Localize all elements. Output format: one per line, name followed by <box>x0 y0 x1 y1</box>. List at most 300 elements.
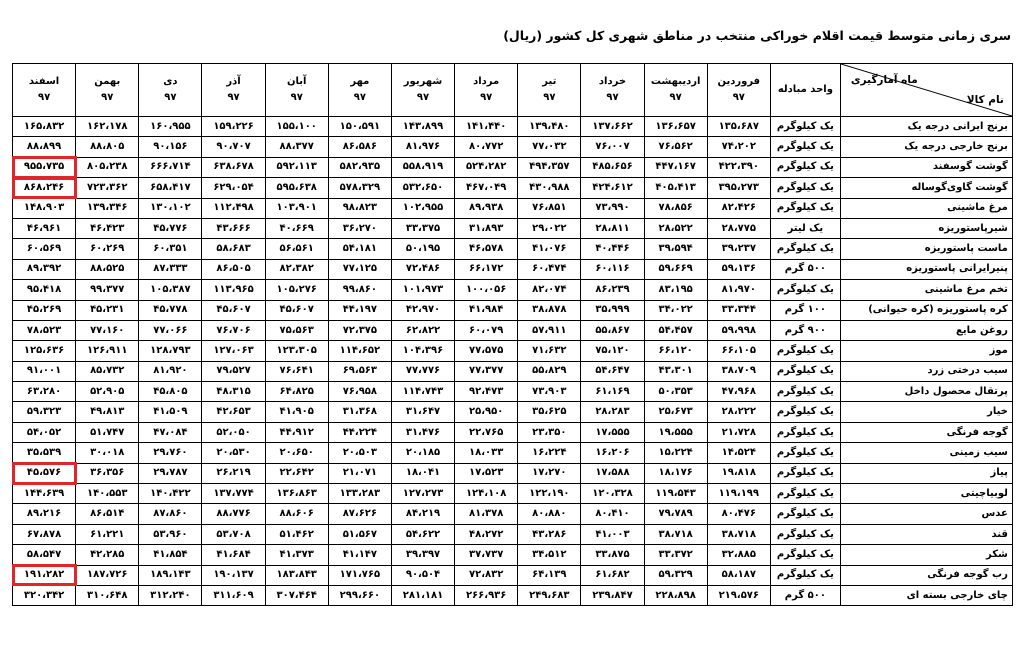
price-cell: ۴۱،۰۷۶ <box>518 239 581 259</box>
price-cell: ۹۸،۸۲۳ <box>328 198 391 218</box>
price-cell: ۹۰،۵۰۴ <box>391 565 454 585</box>
price-cell: ۶۰،۴۷۴ <box>518 259 581 279</box>
price-cell: ۵۲،۹۰۵ <box>76 382 139 402</box>
price-cell: ۸۱،۹۷۰ <box>707 280 770 300</box>
item-unit: یک کیلوگرم <box>770 422 840 442</box>
price-cell: ۳۳،۳۴۴ <box>707 300 770 320</box>
month-name: اردیبهشت <box>650 76 701 87</box>
month-year: ۹۷ <box>732 92 745 103</box>
price-cell: ۸۷،۳۳۳ <box>139 259 202 279</box>
price-cell: ۳۹،۳۹۷ <box>391 545 454 565</box>
price-cell: ۲۰،۱۸۵ <box>391 443 454 463</box>
item-name: پیاز <box>840 463 1012 483</box>
price-cell: ۵۴،۰۵۲ <box>13 422 76 442</box>
price-cell: ۴۷،۹۶۸ <box>707 382 770 402</box>
item-name: پرتقال محصول داخل <box>840 382 1012 402</box>
price-cell: ۷۷،۱۶۰ <box>76 320 139 340</box>
price-cell: ۳۴،۵۱۲ <box>518 545 581 565</box>
month-year: ۹۷ <box>101 92 114 103</box>
price-cell: ۶۰،۰۷۹ <box>455 320 518 340</box>
price-cell: ۱۸،۰۴۱ <box>391 463 454 483</box>
item-name: مرغ ماشینی <box>840 198 1012 218</box>
price-cell: ۷۶،۰۰۷ <box>581 137 644 157</box>
price-cell: ۲۶،۲۱۹ <box>202 463 265 483</box>
price-cell: ۸۰،۷۷۲ <box>455 137 518 157</box>
price-cell: ۱۷،۵۵۵ <box>581 422 644 442</box>
price-cell: ۵۹،۶۶۹ <box>644 259 707 279</box>
table-title: سری زمانی متوسط قیمت اقلام خوراکی منتخب در مناطق شهری کل کشور (ریال) <box>503 28 1011 43</box>
price-cell: ۲۸،۷۷۵ <box>707 218 770 238</box>
item-unit: یک کیلوگرم <box>770 443 840 463</box>
price-cell: ۵۵،۸۶۷ <box>581 320 644 340</box>
price-cell: ۱۶،۲۰۶ <box>581 443 644 463</box>
price-cell: ۷۶،۵۶۲ <box>644 137 707 157</box>
month-header <box>13 64 76 117</box>
item-name: شیرپاستوریزه <box>840 218 1012 238</box>
price-cell: ۷۷،۱۲۵ <box>328 259 391 279</box>
price-cell: ۸۱،۹۷۶ <box>391 137 454 157</box>
table-row <box>13 218 1013 238</box>
table-row <box>13 157 1013 177</box>
item-name: خیار <box>840 402 1012 422</box>
price-cell: ۳۵،۵۳۹ <box>13 443 76 463</box>
price-cell: ۳۱،۳۶۸ <box>328 402 391 422</box>
highlighted-price-cell: ۹۵۵،۷۳۵ <box>13 157 76 177</box>
item-unit: ۱۰۰ گرم <box>770 300 840 320</box>
price-cell: ۵۷۸،۳۲۹ <box>328 178 391 198</box>
price-cell: ۶۶،۱۰۵ <box>707 341 770 361</box>
table-row <box>13 280 1013 300</box>
price-cell: ۵۸۲،۹۳۵ <box>328 157 391 177</box>
month-header <box>644 64 707 117</box>
item-unit: یک کیلوگرم <box>770 524 840 544</box>
price-cell: ۷۶،۹۵۸ <box>328 382 391 402</box>
price-cell: ۲۰،۵۰۳ <box>328 443 391 463</box>
price-table <box>12 63 1013 606</box>
price-cell: ۱۳۹،۳۴۶ <box>76 198 139 218</box>
item-unit: یک کیلوگرم <box>770 463 840 483</box>
price-cell: ۱۵۹،۲۲۶ <box>202 117 265 137</box>
price-cell: ۲۸،۲۸۳ <box>581 402 644 422</box>
month-name: مرداد <box>473 76 500 87</box>
price-cell: ۴۰،۶۶۹ <box>265 218 328 238</box>
price-cell: ۴۶،۴۲۳ <box>76 218 139 238</box>
price-cell: ۸۶،۲۳۹ <box>581 280 644 300</box>
item-unit: ۹۰۰ گرم <box>770 320 840 340</box>
table-row <box>13 422 1013 442</box>
price-cell: ۱۴۱،۴۴۰ <box>455 117 518 137</box>
price-cell: ۴۵،۲۳۱ <box>76 300 139 320</box>
price-cell: ۲۰،۵۳۰ <box>202 443 265 463</box>
price-cell: ۵۴،۶۴۷ <box>581 361 644 381</box>
price-cell: ۲۵،۹۵۰ <box>455 402 518 422</box>
price-cell: ۸۲،۴۲۶ <box>707 198 770 218</box>
price-cell: ۶۲،۸۲۲ <box>391 320 454 340</box>
price-cell: ۱۰۱،۹۷۳ <box>391 280 454 300</box>
price-cell: ۴۲،۲۸۵ <box>76 545 139 565</box>
price-cell: ۷۳،۹۹۰ <box>581 198 644 218</box>
highlighted-price-cell: ۴۵،۵۷۶ <box>13 463 76 483</box>
price-cell: ۴۲،۹۷۰ <box>391 300 454 320</box>
price-cell: ۴۴۷،۱۶۷ <box>644 157 707 177</box>
highlighted-price-cell: ۱۹۱،۲۸۲ <box>13 565 76 585</box>
month-name: اسفند <box>28 76 60 87</box>
price-cell: ۱۳۶،۶۵۷ <box>644 117 707 137</box>
price-cell: ۵۳۲،۶۵۰ <box>391 178 454 198</box>
price-cell: ۶۹،۵۶۳ <box>328 361 391 381</box>
month-year: ۹۷ <box>543 92 556 103</box>
price-cell: ۴۷،۰۸۴ <box>139 422 202 442</box>
price-cell: ۱۴۴،۶۳۹ <box>13 484 76 504</box>
month-year: ۹۷ <box>480 92 493 103</box>
item-name: شکر <box>840 545 1012 565</box>
price-cell: ۷۵،۱۲۰ <box>581 341 644 361</box>
price-cell: ۵۰،۱۹۵ <box>391 239 454 259</box>
price-cell: ۸۸،۸۰۵ <box>76 137 139 157</box>
price-cell: ۵۲،۰۵۰ <box>202 422 265 442</box>
table-row <box>13 341 1013 361</box>
price-cell: ۳۸،۷۰۹ <box>707 361 770 381</box>
price-cell: ۲۶۶،۹۳۶ <box>455 585 518 605</box>
item-name: گوجه فرنگی <box>840 422 1012 442</box>
price-cell: ۸۷،۸۶۰ <box>139 504 202 524</box>
price-cell: ۳۶،۳۵۶ <box>76 463 139 483</box>
price-cell: ۳۱۰،۶۴۸ <box>76 585 139 605</box>
price-cell: ۱۲۲،۱۹۰ <box>518 484 581 504</box>
price-cell: ۸۵،۷۳۲ <box>76 361 139 381</box>
price-cell: ۳۰،۰۱۸ <box>76 443 139 463</box>
price-cell: ۱۳۹،۴۸۰ <box>518 117 581 137</box>
table-row <box>13 361 1013 381</box>
price-cell: ۲۸۱،۱۸۱ <box>391 585 454 605</box>
item-unit: یک کیلوگرم <box>770 178 840 198</box>
price-cell: ۱۲۴،۱۰۸ <box>455 484 518 504</box>
price-cell: ۶۰،۲۶۹ <box>76 239 139 259</box>
price-cell: ۸۶،۵۸۶ <box>328 137 391 157</box>
price-cell: ۱۲۳،۳۰۵ <box>265 341 328 361</box>
price-cell: ۲۹،۷۶۰ <box>139 443 202 463</box>
price-cell: ۸۰۵،۲۳۸ <box>76 157 139 177</box>
price-cell: ۴۸،۳۱۵ <box>202 382 265 402</box>
price-cell: ۳۴،۰۲۲ <box>644 300 707 320</box>
price-cell: ۱۶۲،۱۷۸ <box>76 117 139 137</box>
price-cell: ۱۸۹،۱۴۳ <box>139 565 202 585</box>
item-name: برنج خارجی درجه یک <box>840 137 1012 157</box>
item-name: گوشت گاوی‌گوساله <box>840 178 1012 198</box>
item-name: موز <box>840 341 1012 361</box>
price-cell: ۱۱۹،۵۴۳ <box>644 484 707 504</box>
header-row <box>13 64 1013 117</box>
price-cell: ۹۰،۷۰۷ <box>202 137 265 157</box>
month-name: شهریور <box>403 76 443 87</box>
price-cell: ۲۲۸،۸۹۸ <box>644 585 707 605</box>
item-name: چای خارجی بسته ای <box>840 585 1012 605</box>
month-name: مهر <box>350 76 370 87</box>
item-unit: ۵۰۰ گرم <box>770 259 840 279</box>
month-year: ۹۷ <box>227 92 240 103</box>
item-unit: یک کیلوگرم <box>770 280 840 300</box>
table-row <box>13 198 1013 218</box>
item-name: برنج ایرانی درجه یک <box>840 117 1012 137</box>
month-year: ۹۷ <box>353 92 366 103</box>
price-cell: ۶۰،۵۶۹ <box>13 239 76 259</box>
price-cell: ۱۰۵،۲۷۶ <box>265 280 328 300</box>
price-cell: ۸۸،۸۹۹ <box>13 137 76 157</box>
price-cell: ۶۰،۱۱۶ <box>581 259 644 279</box>
highlighted-price-cell: ۸۶۸،۲۴۶ <box>13 178 76 198</box>
price-cell: ۸۹،۲۱۶ <box>13 504 76 524</box>
price-cell: ۱۱۴،۶۵۲ <box>328 341 391 361</box>
table-row <box>13 320 1013 340</box>
price-cell: ۳۷،۷۳۷ <box>455 545 518 565</box>
price-cell: ۵۲۴،۲۸۲ <box>455 157 518 177</box>
price-cell: ۴۱،۱۴۷ <box>328 545 391 565</box>
table-row <box>13 117 1013 137</box>
price-cell: ۷۴،۲۰۲ <box>707 137 770 157</box>
unit-header: واحد مبادله <box>770 64 840 117</box>
price-cell: ۱۲۶،۹۱۱ <box>76 341 139 361</box>
price-cell: ۴۶،۹۶۱ <box>13 218 76 238</box>
price-cell: ۱۱۲،۴۹۸ <box>202 198 265 218</box>
price-cell: ۴۴،۲۲۴ <box>328 422 391 442</box>
price-cell: ۴۵،۶۰۷ <box>202 300 265 320</box>
price-cell: ۷۲،۴۸۶ <box>391 259 454 279</box>
price-cell: ۱۸۷،۷۲۶ <box>76 565 139 585</box>
item-name: لوبیاچیتی <box>840 484 1012 504</box>
price-cell: ۵۴،۱۸۱ <box>328 239 391 259</box>
price-cell: ۶۳۸،۶۷۸ <box>202 157 265 177</box>
price-cell: ۵۴،۶۲۲ <box>391 524 454 544</box>
price-cell: ۱۳۰،۱۰۲ <box>139 198 202 218</box>
price-cell: ۱۴،۵۲۴ <box>707 443 770 463</box>
price-cell: ۵۵،۸۲۹ <box>518 361 581 381</box>
price-cell: ۹۰،۱۵۶ <box>139 137 202 157</box>
price-cell: ۵۴،۴۵۷ <box>644 320 707 340</box>
table-row <box>13 178 1013 198</box>
price-cell: ۲۲،۶۴۲ <box>265 463 328 483</box>
table-row <box>13 565 1013 585</box>
price-cell: ۵۳،۹۶۰ <box>139 524 202 544</box>
price-cell: ۱۶۰،۹۵۵ <box>139 117 202 137</box>
price-cell: ۴۲،۶۵۳ <box>202 402 265 422</box>
month-header <box>707 64 770 117</box>
price-cell: ۳۸،۷۱۸ <box>707 524 770 544</box>
price-cell: ۸۸،۳۷۷ <box>265 137 328 157</box>
item-unit: یک کیلوگرم <box>770 239 840 259</box>
price-cell: ۴۳،۳۰۱ <box>644 361 707 381</box>
month-name: آذر <box>226 76 241 87</box>
price-cell: ۷۵،۵۶۳ <box>265 320 328 340</box>
table-row <box>13 259 1013 279</box>
month-header <box>581 64 644 117</box>
price-cell: ۸۱،۹۲۰ <box>139 361 202 381</box>
item-name: عدس <box>840 504 1012 524</box>
price-cell: ۵۶،۵۶۱ <box>265 239 328 259</box>
price-cell: ۷۸،۸۵۶ <box>644 198 707 218</box>
item-name: رب گوجه فرنگی <box>840 565 1012 585</box>
month-header <box>202 64 265 117</box>
price-cell: ۴۳،۲۸۶ <box>518 524 581 544</box>
table-row <box>13 463 1013 483</box>
price-cell: ۷۹،۵۲۷ <box>202 361 265 381</box>
price-cell: ۵۹۲،۱۱۳ <box>265 157 328 177</box>
month-header <box>76 64 139 117</box>
price-cell: ۱۸،۰۳۳ <box>455 443 518 463</box>
price-cell: ۱۲۷،۰۶۳ <box>202 341 265 361</box>
table-row <box>13 382 1013 402</box>
month-header <box>391 64 454 117</box>
price-cell: ۳۱،۶۴۷ <box>391 402 454 422</box>
price-cell: ۲۹۹،۶۶۰ <box>328 585 391 605</box>
price-cell: ۱۳۷،۷۷۴ <box>202 484 265 504</box>
table-row <box>13 239 1013 259</box>
price-cell: ۵۹،۳۲۹ <box>644 565 707 585</box>
price-cell: ۶۵۸،۴۱۷ <box>139 178 202 198</box>
price-cell: ۱۴۳،۸۹۹ <box>391 117 454 137</box>
item-unit: یک کیلوگرم <box>770 504 840 524</box>
price-cell: ۱۰۵،۳۸۷ <box>139 280 202 300</box>
price-cell: ۵۱،۴۶۲ <box>265 524 328 544</box>
price-cell: ۱۲۰،۳۲۸ <box>581 484 644 504</box>
price-cell: ۴۶،۵۷۸ <box>455 239 518 259</box>
price-cell: ۱۲۷،۲۷۳ <box>391 484 454 504</box>
price-cell: ۶۱،۶۸۲ <box>581 565 644 585</box>
price-cell: ۸۶،۵۱۴ <box>76 504 139 524</box>
price-cell: ۴۱،۹۸۴ <box>455 300 518 320</box>
price-cell: ۴۴،۹۱۲ <box>265 422 328 442</box>
price-cell: ۷۲۳،۳۶۲ <box>76 178 139 198</box>
price-cell: ۹۵،۴۱۸ <box>13 280 76 300</box>
price-cell: ۴۵،۲۶۹ <box>13 300 76 320</box>
price-cell: ۴۲۴،۶۱۲ <box>581 178 644 198</box>
item-unit: یک کیلوگرم <box>770 157 840 177</box>
price-cell: ۲۱۹،۵۷۶ <box>707 585 770 605</box>
price-cell: ۴۵،۶۰۷ <box>265 300 328 320</box>
price-cell: ۱۹،۵۵۵ <box>644 422 707 442</box>
month-header <box>265 64 328 117</box>
price-cell: ۴۰،۴۴۶ <box>581 239 644 259</box>
item-name: گوشت گوسفند <box>840 157 1012 177</box>
price-cell: ۱۶،۲۲۴ <box>518 443 581 463</box>
price-cell: ۱۰۰،۰۵۶ <box>455 280 518 300</box>
item-unit: یک کیلوگرم <box>770 198 840 218</box>
price-cell: ۸۶،۵۰۵ <box>202 259 265 279</box>
item-unit: یک کیلوگرم <box>770 545 840 565</box>
corner-header <box>840 64 1012 117</box>
price-cell: ۴۹۴،۳۵۷ <box>518 157 581 177</box>
price-cell: ۴۸،۲۷۲ <box>455 524 518 544</box>
price-cell: ۱۷،۵۸۸ <box>581 463 644 483</box>
price-cell: ۱۳۷،۶۶۲ <box>581 117 644 137</box>
price-cell: ۳۳،۳۷۵ <box>391 218 454 238</box>
price-cell: ۳۲،۸۸۵ <box>707 545 770 565</box>
price-cell: ۳۶،۲۷۰ <box>328 218 391 238</box>
price-cell: ۶۶،۱۷۲ <box>455 259 518 279</box>
price-cell: ۳۱۲،۲۴۰ <box>139 585 202 605</box>
price-cell: ۴۵،۸۰۵ <box>139 382 202 402</box>
price-cell: ۲۵،۶۷۳ <box>644 402 707 422</box>
price-cell: ۸۸،۶۰۶ <box>265 504 328 524</box>
price-cell: ۷۷،۳۷۷ <box>455 361 518 381</box>
month-name: تیر <box>542 76 557 87</box>
price-cell: ۵۸،۶۸۳ <box>202 239 265 259</box>
month-name: دی <box>163 76 178 87</box>
price-cell: ۱۳۳،۲۸۳ <box>328 484 391 504</box>
price-cell: ۳۸،۸۷۸ <box>518 300 581 320</box>
price-cell: ۳۵،۶۲۵ <box>518 402 581 422</box>
price-cell: ۱۰۳،۹۰۱ <box>265 198 328 218</box>
price-cell: ۴۵،۷۷۸ <box>139 300 202 320</box>
price-cell: ۷۹،۷۸۹ <box>644 504 707 524</box>
price-cell: ۱۹،۸۱۸ <box>707 463 770 483</box>
price-cell: ۵۹۵،۶۳۸ <box>265 178 328 198</box>
price-cell: ۲۳،۳۵۰ <box>518 422 581 442</box>
price-cell: ۵۸،۱۸۷ <box>707 565 770 585</box>
month-name: بهمن <box>94 76 121 87</box>
item-unit: ۵۰۰ گرم <box>770 585 840 605</box>
price-cell: ۷۷،۷۷۶ <box>391 361 454 381</box>
month-header <box>455 64 518 117</box>
table-row <box>13 300 1013 320</box>
price-cell: ۲۴۹،۶۸۳ <box>518 585 581 605</box>
price-cell: ۷۱،۶۳۲ <box>518 341 581 361</box>
table-row <box>13 137 1013 157</box>
price-cell: ۴۶۷،۰۴۹ <box>455 178 518 198</box>
price-cell: ۶۲۹،۰۵۴ <box>202 178 265 198</box>
price-cell: ۱۵۰،۵۹۱ <box>328 117 391 137</box>
price-cell: ۱۵،۲۲۴ <box>644 443 707 463</box>
table-row <box>13 402 1013 422</box>
month-name: آبان <box>286 76 307 87</box>
price-cell: ۴۳۰،۹۸۸ <box>518 178 581 198</box>
price-cell: ۳۳،۳۷۲ <box>644 545 707 565</box>
price-cell: ۵۵۸،۹۱۹ <box>391 157 454 177</box>
price-cell: ۷۷،۵۷۵ <box>455 341 518 361</box>
item-unit: یک لیتر <box>770 218 840 238</box>
table-body <box>13 117 1013 606</box>
month-year: ۹۷ <box>606 92 619 103</box>
price-cell: ۶۱،۲۲۱ <box>76 524 139 544</box>
price-cell: ۴۲۲،۳۹۰ <box>707 157 770 177</box>
item-unit: یک کیلوگرم <box>770 117 840 137</box>
price-cell: ۷۶،۷۰۶ <box>202 320 265 340</box>
table-row <box>13 545 1013 565</box>
price-cell: ۸۷،۶۲۶ <box>328 504 391 524</box>
price-cell: ۸۴،۲۱۹ <box>391 504 454 524</box>
price-cell: ۱۵۵،۱۰۰ <box>265 117 328 137</box>
price-cell: ۳۹،۵۹۴ <box>644 239 707 259</box>
month-year: ۹۷ <box>416 92 430 103</box>
price-cell: ۸۲،۳۸۲ <box>265 259 328 279</box>
month-name: فروردین <box>717 76 761 87</box>
price-cell: ۵۹،۱۳۶ <box>707 259 770 279</box>
price-cell: ۶۶۶،۷۱۴ <box>139 157 202 177</box>
item-unit: یک کیلوگرم <box>770 565 840 585</box>
price-cell: ۳۳،۸۷۵ <box>581 545 644 565</box>
table-row <box>13 585 1013 605</box>
price-cell: ۸۰،۴۷۶ <box>707 504 770 524</box>
month-name: خرداد <box>598 76 627 87</box>
price-cell: ۱۴۰،۴۲۲ <box>139 484 202 504</box>
price-cell: ۱۱۳،۹۶۵ <box>202 280 265 300</box>
price-cell: ۳۵،۹۹۹ <box>581 300 644 320</box>
price-cell: ۹۹،۸۶۰ <box>328 280 391 300</box>
price-cell: ۱۶۵،۸۳۲ <box>13 117 76 137</box>
price-cell: ۱۹۰،۱۳۷ <box>202 565 265 585</box>
price-cell: ۴۵،۷۷۶ <box>139 218 202 238</box>
price-cell: ۳۸،۷۱۸ <box>644 524 707 544</box>
price-cell: ۲۱،۰۷۱ <box>328 463 391 483</box>
